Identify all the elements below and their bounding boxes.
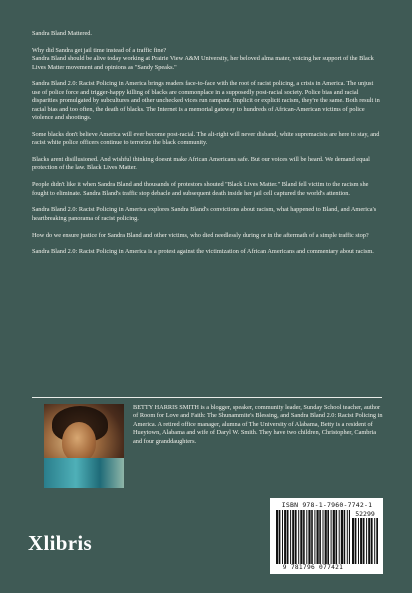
barcode-bar <box>347 510 348 564</box>
barcode-bar <box>298 510 299 564</box>
barcode-bar <box>279 510 281 564</box>
blurb-paragraph: Sandra Bland 2.0: Racist Policing in America explores Sandra Bland's convictions about racism, what happened to Bland, and America's heartbreaking panorama of racist policing. <box>32 206 377 222</box>
barcode-bar <box>290 510 291 564</box>
barcode-bar <box>306 510 307 564</box>
barcode-bar <box>352 518 354 564</box>
barcode-bar <box>276 510 278 564</box>
barcode-bar <box>341 510 343 564</box>
barcode-bar <box>303 510 305 564</box>
barcode-bar <box>333 510 335 564</box>
barcode-bar <box>284 510 286 564</box>
barcode-bar <box>327 510 329 564</box>
barcode-bar <box>344 510 346 564</box>
barcode-bar <box>358 518 359 564</box>
blurb-paragraph: How do we ensure justice for Sandra Bland and other victims, who died needlessly during or in the aftermath of a simple traffic stop? <box>32 231 369 239</box>
barcode-bar <box>339 510 340 564</box>
barcode-bar <box>374 518 375 564</box>
blurb-paragraph: Sandra Bland 2.0: Racist Policing in America brings readers face-to-face with the root of racist policing, a crisis in America. The unjust use of police force and trigger-happy killing of blacks are commonplace in a supposedly post-racial society. Police bias and racial disparities promulgated by subcultures and other unchecked vices run rampant. Implicit or explicit racism, they're the same. Both result in racial bias and too often, the death of blacks. The Internet is a memorial gateway to hundreds of African-American victims of police violence and shootings. <box>32 80 380 122</box>
barcode-bar <box>376 518 378 564</box>
blurb-text <box>32 30 382 265</box>
addon-barcode-bars <box>352 518 378 564</box>
barcode-bar <box>349 510 350 564</box>
barcode-bar <box>323 510 324 564</box>
barcode-bar <box>366 518 367 564</box>
barcode-bar <box>314 510 315 564</box>
barcode-bar <box>311 510 313 564</box>
barcode-bar <box>287 510 289 564</box>
blurb-paragraph: Some blacks don't believe America will ever become post-racial. The alt-right will never disband, white supremacists are here to stay, and racist white police officers continue to terrorize the black community. <box>32 130 380 147</box>
barcode-bar <box>325 510 327 564</box>
author-photo <box>44 404 124 488</box>
barcode-bar <box>319 510 321 564</box>
barcode-bar <box>292 510 294 564</box>
ean-number: 9 781796 077421 <box>282 564 344 571</box>
barcode-bar <box>317 510 319 564</box>
blurb-paragraph: Blacks arent disillusioned. And wishful thinking doesnt make African Americans safe. But our voices will be heard. We demand equal protection of the law. Black Lives Matter. <box>32 156 370 172</box>
author-bio: BETTY HARRIS SMITH is a blogger, speaker, community leader, Sunday School teacher, author of Room for Love and Faith: The Shunammite's Blessing, and Sandra Bland 2.0: Racist Policing in America. A retired office manager, alumna of The University of Alabama, Betty is a resident of Hueytown, Alabama and wife of Daryl W. Smith. They have two children, Christopher, Cambria and four granddaughters. <box>133 404 383 445</box>
divider-rule <box>32 397 382 398</box>
barcode-bar <box>295 510 297 564</box>
barcode-bar <box>371 518 373 564</box>
ean-barcode-bars <box>276 510 350 564</box>
price-addon-number: 52299 <box>355 510 375 518</box>
barcode-bar <box>331 510 332 564</box>
barcode-bar <box>363 518 365 564</box>
barcode-bar <box>282 510 283 564</box>
publisher-logo: Xlibris <box>28 531 92 555</box>
blurb-paragraph: Sandra Bland 2.0: Racist Policing in America is a protest against the victimization of African Americans and commentary about racism. <box>32 248 374 256</box>
barcode-bar <box>336 510 338 564</box>
barcode-bar <box>355 518 357 564</box>
blurb-paragraph: Sandra Bland Mattered. <box>32 30 92 37</box>
barcode-bar <box>300 510 302 564</box>
isbn-barcode <box>270 498 383 574</box>
barcode-bar <box>360 518 362 564</box>
barcode-bar <box>368 518 370 564</box>
isbn-text: ISBN 978-1-7960-7742-1 <box>281 501 373 509</box>
blurb-paragraph: People didn't like it when Sandra Bland and thousands of protestors shouted "Black Lives Matter." Bland fell victim to the racism she fought to eliminate. Sandra Bland's traffic stop debacle and subsequent death inside her jail cell captured the world's attention. <box>32 181 369 197</box>
blurb-paragraph: Sandra Bland should be alive today working at Prairie View A&M University, her beloved alma mater, voicing her support of the Black Lives Matter movement and opinions as "Sandy Speaks." <box>32 55 374 71</box>
blurb-paragraph: Why did Sandra get jail time instead of a traffic fine? <box>32 46 167 54</box>
barcode-bar <box>308 510 310 564</box>
